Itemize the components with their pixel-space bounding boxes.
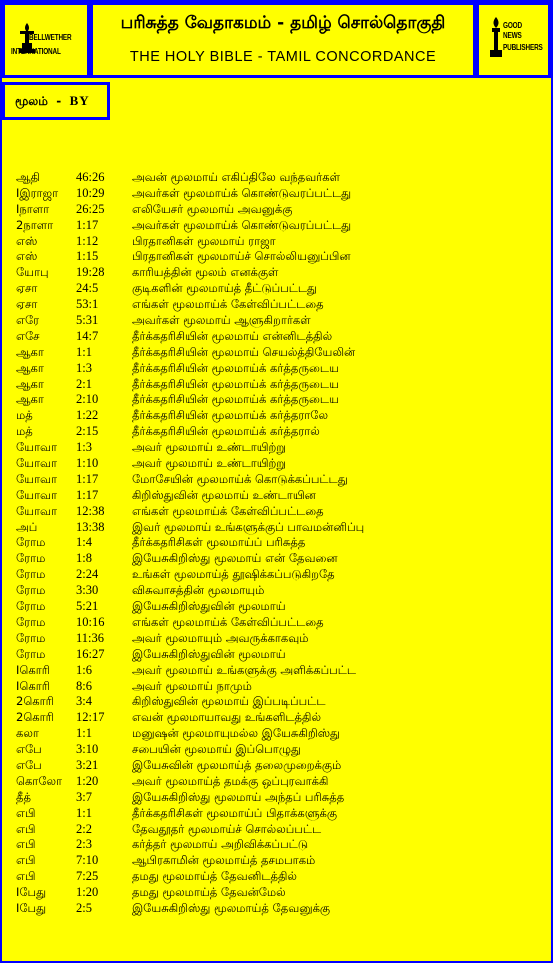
verse-ref: 1:17 <box>76 471 99 486</box>
concordance-row <box>16 329 546 345</box>
verse-ref: 10:29 <box>76 185 105 200</box>
publisher-logo-left <box>2 2 90 78</box>
concordance-row <box>16 599 546 615</box>
verse-text: அவர்கள் மூலமாய்க் கொண்டுவரப்பட்டது <box>132 217 352 232</box>
verse-ref: 1:1 <box>76 805 92 820</box>
verse-ref: 16:27 <box>76 646 105 661</box>
book-abbrev: ரோம <box>16 583 46 598</box>
torch-logo <box>479 5 548 75</box>
concordance-row <box>16 790 546 806</box>
headword-separator: - <box>56 94 62 108</box>
concordance-row <box>16 202 546 218</box>
book-abbrev: ஆகா <box>16 376 44 391</box>
title-tamil: பரிசுத்த வேதாகமம் - தமிழ் சொல்தொகுதி <box>120 13 446 33</box>
concordance-row <box>16 885 546 901</box>
book-abbrev: ரோம <box>16 630 46 645</box>
concordance-row <box>16 679 546 695</box>
book-abbrev: ரோம <box>16 551 46 566</box>
concordance-row <box>16 694 546 710</box>
concordance-row <box>16 472 546 488</box>
verse-ref: 1:12 <box>76 233 99 248</box>
verse-ref: 7:25 <box>76 869 99 884</box>
verse-ref: 1:3 <box>76 440 92 455</box>
concordance-row <box>16 822 546 838</box>
verse-ref: 24:5 <box>76 281 99 296</box>
verse-text: தமது மூலமாய்த் தேவன்மேல் <box>132 885 286 900</box>
verse-ref: 1:20 <box>76 885 99 900</box>
verse-text: பிரதானிகள் மூலமாய் ராஜா <box>132 233 276 248</box>
concordance-row <box>16 837 546 853</box>
book-abbrev: எபி <box>16 837 36 852</box>
verse-ref: 1:4 <box>76 535 92 550</box>
concordance-row <box>16 313 546 329</box>
book-abbrev: எபி <box>16 853 36 868</box>
book-abbrev: 2நாளா <box>16 217 54 232</box>
book-abbrev: ஆதி <box>16 170 40 184</box>
verse-text: அவர்கள் மூலமாய்க் கொண்டுவரப்பட்டது <box>132 185 352 200</box>
concordance-row <box>16 758 546 774</box>
verse-ref: 1:6 <box>76 662 92 677</box>
concordance-row <box>16 440 546 456</box>
verse-ref: 14:7 <box>76 328 99 343</box>
verse-ref: 13:38 <box>76 519 105 534</box>
verse-ref: 2:10 <box>76 392 99 407</box>
headword-english: BY <box>69 93 90 108</box>
book-abbrev: ரோம <box>16 567 46 582</box>
verse-text: தீர்க்கதரிசியின் மூலமாய்க் கர்த்தருடைய <box>132 392 339 407</box>
concordance-row <box>16 774 546 790</box>
verse-ref: 11:36 <box>76 630 105 645</box>
verse-text: மனுஷன் மூலமாயுமல்ல இயேசுகிறிஸ்து <box>132 726 341 741</box>
publisher-right-line2: PUBLISHERS <box>503 43 543 52</box>
concordance-row <box>16 424 546 440</box>
verse-ref: 26:25 <box>76 201 105 216</box>
book-abbrev: எபி <box>16 821 36 836</box>
verse-ref: 3:21 <box>76 757 99 772</box>
verse-text: கிறிஸ்துவின் மூலமாய் உண்டாயின <box>132 487 316 502</box>
concordance-row <box>16 853 546 869</box>
book-abbrev: எஸ் <box>16 249 38 264</box>
verse-text: சபையின் மூலமாய் இப்பொழுது <box>132 742 301 757</box>
concordance-row <box>16 456 546 472</box>
verse-ref: 1:15 <box>76 249 99 264</box>
concordance-row <box>16 249 546 265</box>
lamp-logo <box>5 5 87 75</box>
verse-text: தீர்க்கதரிசிகள் மூலமாய்ப் பரிசுத்த <box>132 535 306 550</box>
book-abbrev: அப் <box>16 519 38 534</box>
concordance-row <box>16 710 546 726</box>
concordance-row <box>16 377 546 393</box>
verse-text: பிரதானிகள் மூலமாய்ச் சொல்லியனுப்பின <box>132 249 351 264</box>
book-abbrev: தீத் <box>16 789 31 804</box>
concordance-row <box>16 631 546 647</box>
publisher-logo-right <box>476 2 551 78</box>
book-abbrev: கொலோ <box>16 773 63 788</box>
verse-ref: 10:16 <box>76 614 105 629</box>
verse-text: தீர்க்கதரிசியின் மூலமாய் செயல்த்தியேலின் <box>132 344 356 359</box>
verse-ref: 2:5 <box>76 900 92 915</box>
concordance-row <box>16 567 546 583</box>
book-abbrev: மத் <box>16 424 33 439</box>
verse-ref: 1:17 <box>76 487 99 502</box>
verse-ref: 3:7 <box>76 789 92 804</box>
verse-text: எங்கள் மூலமாய்க் கேள்விப்பட்டதை <box>132 297 324 312</box>
book-abbrev: யோவா <box>16 456 58 471</box>
verse-text: ஆபிரகாமின் மூலமாய்த் தசமபாகம் <box>132 853 316 868</box>
concordance-row <box>16 504 546 520</box>
book-abbrev: Iகொரி <box>16 662 50 677</box>
verse-ref: 1:1 <box>76 726 92 741</box>
book-abbrev: யோவா <box>16 503 58 518</box>
verse-text: அவர்கள் மூலமாய் ஆளுகிறார்கள் <box>132 313 311 328</box>
publisher-left-line2: INTERNATIONAL <box>11 47 61 56</box>
concordance-row <box>16 234 546 250</box>
concordance-row <box>16 901 546 917</box>
book-abbrev: ரோம <box>16 614 46 629</box>
verse-text: இயேசுகிறிஸ்து மூலமாய் என் தேவனை <box>132 551 338 566</box>
book-abbrev: Iஇராஜா <box>16 185 59 200</box>
concordance-row <box>16 742 546 758</box>
verse-ref: 1:8 <box>76 551 92 566</box>
title-english: THE HOLY BIBLE - TAMIL CONCORDANCE <box>129 49 437 65</box>
concordance-row <box>16 361 546 377</box>
verse-text: இயேசுகிறிஸ்துவின் மூலமாய் <box>132 599 286 614</box>
book-abbrev: யோபு <box>16 265 49 280</box>
verse-text: அவர் மூலமாய் நாமும் <box>132 678 252 693</box>
verse-text: குடிகளின் மூலமாய்த் தீட்டுப்பட்டது <box>132 281 318 296</box>
verse-text: இயேசுவின் மூலமாய்த் தலைமுறைக்கும் <box>132 757 342 772</box>
concordance-row <box>16 806 546 822</box>
concordance-row <box>16 408 546 424</box>
verse-text: விசுவாசத்தின் மூலமாயும் <box>132 583 265 598</box>
verse-text: தீர்க்கதரிசிகள் மூலமாய்ப் பிதாக்களுக்கு <box>132 805 338 820</box>
verse-ref: 2:2 <box>76 821 92 836</box>
book-abbrev: கலா <box>16 726 39 741</box>
verse-text: தீர்க்கதரிசியின் மூலமாய்க் கர்த்தரால் <box>132 424 320 439</box>
concordance-row <box>16 663 546 679</box>
verse-text: இவர் மூலமாய் உங்களுக்குப் பாவமன்னிப்பு <box>132 519 365 534</box>
book-abbrev: எசே <box>16 328 40 343</box>
verse-text: இயேசுகிறிஸ்து மூலமாய் அந்தப் பரிசுத்த <box>132 789 345 804</box>
verse-text: இயேசுகிறிஸ்து மூலமாய்த் தேவனுக்கு <box>132 900 331 915</box>
concordance-row <box>16 170 546 186</box>
concordance-row <box>16 345 546 361</box>
concordance-row <box>16 726 546 742</box>
verse-ref: 5:31 <box>76 313 99 328</box>
book-abbrev: ரோம <box>16 646 46 661</box>
verse-text: எலியேசர் மூலமாய் அவனுக்கு <box>132 201 293 216</box>
torch-icon <box>489 17 503 57</box>
verse-ref: 1:22 <box>76 408 99 423</box>
concordance-row <box>16 392 546 408</box>
book-abbrev: எபி <box>16 805 36 820</box>
concordance-row <box>16 869 546 885</box>
verse-text: தேவதூதர் மூலமாய்ச் சொல்லப்பட்ட <box>132 821 322 836</box>
verse-ref: 2:24 <box>76 567 99 582</box>
verse-text: அவர் மூலமாய்த் தமக்கு ஒப்புரவாக்கி <box>132 773 329 788</box>
book-abbrev: ஏசா <box>16 297 38 312</box>
verse-ref: 12:17 <box>76 710 105 725</box>
verse-ref: 1:20 <box>76 773 99 788</box>
verse-text: இயேசுகிறிஸ்துவின் மூலமாய் <box>132 646 286 661</box>
concordance-row <box>16 297 546 313</box>
verse-ref: 1:10 <box>76 456 99 471</box>
verse-ref: 1:1 <box>76 344 92 359</box>
book-abbrev: 2கொரி <box>16 710 54 725</box>
verse-text: தீர்க்கதரிசியின் மூலமாய்க் கர்த்தருடைய <box>132 360 339 375</box>
book-abbrev: எபே <box>16 757 42 772</box>
concordance-row <box>16 218 546 234</box>
concordance-row <box>16 265 546 281</box>
verse-ref: 1:17 <box>76 217 99 232</box>
verse-ref: 12:38 <box>76 503 105 518</box>
book-abbrev: ஆகா <box>16 392 44 407</box>
verse-ref: 2:1 <box>76 376 92 391</box>
verse-ref: 3:4 <box>76 694 92 709</box>
book-abbrev: ரோம <box>16 535 46 550</box>
book-abbrev: ஆகா <box>16 360 44 375</box>
title-panel <box>90 2 476 78</box>
verse-text: எங்கள் மூலமாய்க் கேள்விப்பட்டதை <box>132 503 324 518</box>
verse-ref: 53:1 <box>76 297 99 312</box>
verse-ref: 2:15 <box>76 424 99 439</box>
verse-text: தீர்க்கதரிசியின் மூலமாய்க் கர்த்தருடைய <box>132 376 339 391</box>
book-abbrev: Iபேது <box>16 900 47 915</box>
publisher-left-line1: BELLWETHER <box>29 33 72 42</box>
book-abbrev: மத் <box>16 408 33 423</box>
book-abbrev: Iநாளா <box>16 201 50 216</box>
verse-ref: 1:3 <box>76 360 92 375</box>
verse-text: அவர் மூலமாய் உண்டாயிற்று <box>132 456 286 471</box>
verse-text: அவர் மூலமாய் உங்களுக்கு அளிக்கப்பட்ட <box>132 662 356 677</box>
headword-tamil: மூலம் <box>15 94 48 108</box>
verse-ref: 2:3 <box>76 837 92 852</box>
verse-text: மோசேயின் மூலமாய்க் கொடுக்கப்பட்டது <box>132 471 348 486</box>
book-abbrev: 2கொரி <box>16 694 54 709</box>
book-abbrev: யோவா <box>16 440 58 455</box>
concordance-row <box>16 535 546 551</box>
concordance-row <box>16 551 546 567</box>
verse-ref: 46:26 <box>76 170 105 184</box>
concordance-row <box>16 488 546 504</box>
book-abbrev: எபி <box>16 869 36 884</box>
verse-text: கர்த்தர் மூலமாய் அறிவிக்கப்பட்டு <box>132 837 309 852</box>
book-abbrev: எஸ் <box>16 233 38 248</box>
concordance-row <box>16 281 546 297</box>
book-abbrev: எரே <box>16 313 40 328</box>
book-abbrev: Iகொரி <box>16 678 50 693</box>
headword-box <box>2 82 110 120</box>
book-abbrev: எபே <box>16 742 42 757</box>
book-abbrev: Iபேது <box>16 885 47 900</box>
verse-text: கிறிஸ்துவின் மூலமாய் இப்படிப்பட்ட <box>132 694 326 709</box>
verse-text: உங்கள் மூலமாய்த் தூஷிக்கப்படுகிறதே <box>132 567 335 582</box>
verse-ref: 19:28 <box>76 265 105 280</box>
verse-ref: 8:6 <box>76 678 92 693</box>
concordance-row <box>16 186 546 202</box>
verse-ref: 3:30 <box>76 583 99 598</box>
verse-ref: 3:10 <box>76 742 99 757</box>
verse-ref: 5:21 <box>76 599 99 614</box>
verse-text: தீர்க்கதரிசியின் மூலமாய்க் கர்த்தராலே <box>132 408 329 423</box>
verse-text: அவன் மூலமாய் எகிப்திலே வந்தவர்கள் <box>132 170 341 184</box>
verse-text: எவன் மூலமாயாவது உங்களிடத்தில் <box>132 710 322 725</box>
verse-text: அவர் மூலமாயும் அவருக்காகவும் <box>132 630 309 645</box>
book-abbrev: யோவா <box>16 471 58 486</box>
book-abbrev: ஆகா <box>16 344 44 359</box>
book-abbrev: யோவா <box>16 487 58 502</box>
concordance-row <box>16 583 546 599</box>
book-abbrev: ரோம <box>16 599 46 614</box>
book-abbrev: ஏசா <box>16 281 38 296</box>
concordance-row <box>16 647 546 663</box>
publisher-right-line1: GOOD NEWS <box>503 21 522 40</box>
verse-text: தமது மூலமாய்த் தேவனிடத்தில் <box>132 869 297 884</box>
concordance-list <box>16 170 546 917</box>
verse-text: எங்கள் மூலமாய்க் கேள்விப்பட்டதை <box>132 614 324 629</box>
concordance-row <box>16 615 546 631</box>
verse-ref: 7:10 <box>76 853 99 868</box>
verse-text: அவர் மூலமாய் உண்டாயிற்று <box>132 440 286 455</box>
verse-text: தீர்க்கதரிசியின் மூலமாய் என்னிடத்தில் <box>132 328 333 343</box>
concordance-row <box>16 520 546 536</box>
verse-text: காரியத்தின் மூலம் எனக்குள் <box>132 265 279 280</box>
